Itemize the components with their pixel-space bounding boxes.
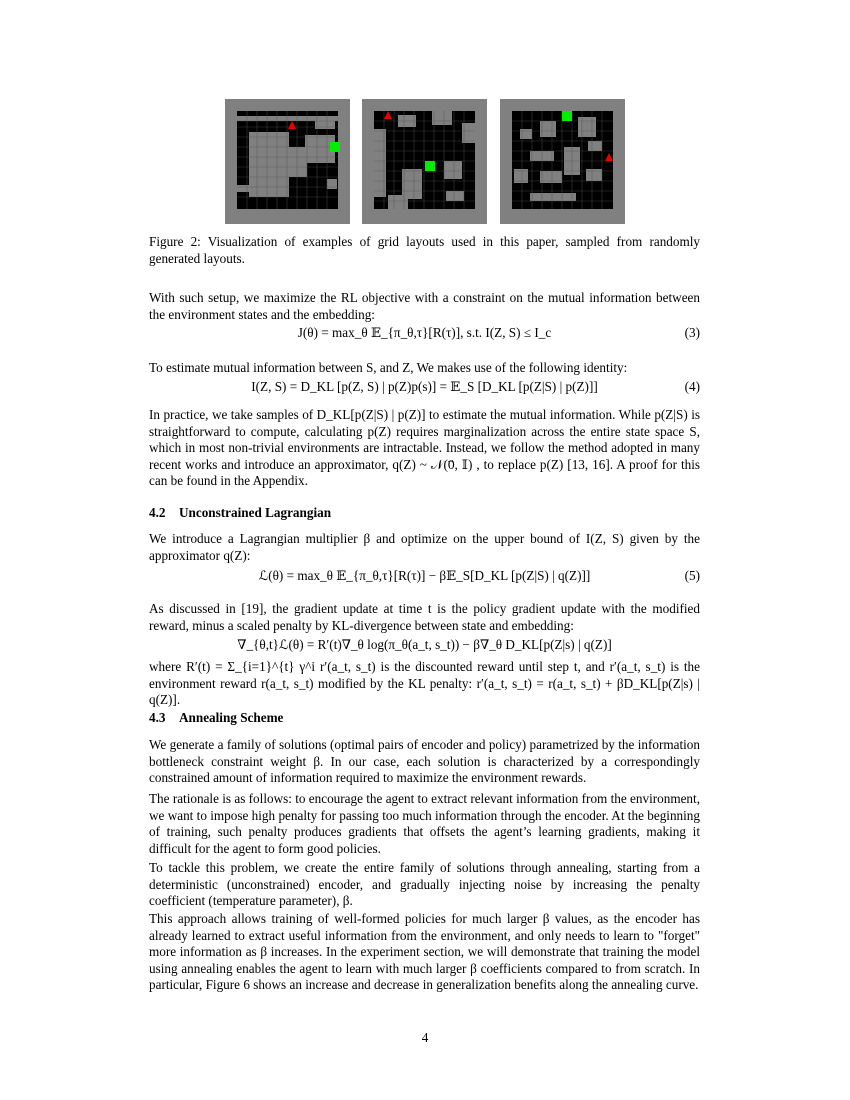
goal-square-1 (330, 142, 340, 152)
equation-gradient-body: ∇_{θ,t}ℒ(θ) = R′(t)∇_θ log(π_θ(a_t, s_t)) − β∇_θ D_KL[p(Z|s) | q(Z)] (237, 637, 612, 652)
equation-5-body: ℒ(θ) = max_θ 𝔼_{π_θ,τ}[R(τ)] − β𝔼_S[D_KL [p(Z|S) | q(Z)]] (258, 568, 591, 583)
grid-layout-2 (362, 99, 487, 224)
paragraph-practice: In practice, we take samples of D_KL[p(Z|S) | p(Z)] to estimate the mutual information. While p(Z|S) is straightforward to compute, calculating p(Z) requires marginalization across the entire state space S, which in most non-trivial environments are intractable. Instead, we follow the method adopted in many recent works and introduce an approximator, q(Z) ~ 𝒩(0⃗, 𝕀) , to replace p(Z) [13, 16]. A proof for this can be found in the Appendix. (149, 407, 700, 489)
paragraph-identity: To estimate mutual information between S, and Z, We makes use of the following identity: (149, 360, 628, 375)
equation-3-body: J(θ) = max_θ 𝔼_{π_θ,τ}[R(τ)], s.t. I(Z, S) ≤ I_c (297, 325, 552, 340)
grid-layout-3 (500, 99, 625, 224)
equation-4-number: (4) (684, 379, 700, 394)
paragraph-lagrangian: We introduce a Lagrangian multiplier β and optimize on the upper bound of I(Z, S) given by the approximator q(Z): (149, 531, 700, 563)
goal-square-2 (425, 161, 435, 171)
section-number: 4.2 (149, 505, 166, 520)
paragraph-tackle: To tackle this problem, we create the entire family of solutions through annealing, starting from a deterministic (unconstrained) encoder, and gradually injecting noise by increasing the penalty coefficient (temperature parameter), β. (149, 860, 700, 909)
paragraph-approach: This approach allows training of well-formed policies for much larger β values, as the encoder has already learned to extract useful information from the environment, and only needs to learn to "forget" more information as β increases. In the experiment section, we will demonstrate that training the model using annealing enables the agent to learn with much larger β coefficients compared to from scratch. In particular, Figure 6 shows an increase and decrease in generalization benefits along the annealing curve. (149, 911, 700, 993)
section-title: Annealing Scheme (179, 710, 284, 725)
equation-3-number: (3) (684, 325, 700, 340)
page-number: 4 (421, 1030, 429, 1045)
section-number: 4.3 (149, 710, 166, 725)
paragraph-family: We generate a family of solutions (optimal pairs of encoder and policy) parametrized by the information bottleneck constraint weight β. In our case, each solution is characterized by a correspondingly constrained amount of information required to maximize the environment rewards. (149, 737, 700, 786)
figure-caption: Figure 2: Visualization of examples of grid layouts used in this paper, sampled from randomly generated layouts. (149, 234, 700, 266)
section-title: Unconstrained Lagrangian (179, 505, 332, 520)
section-heading-4-2 (149, 505, 331, 521)
goal-square-3 (562, 111, 572, 121)
paragraph-rationale: The rationale is as follows: to encourage the agent to extract relevant information from the environment, we want to impose high penalty for passing too much information through the encoder. At the beginning of training, such penalty produces gradients that offsets the agent’s learning gradients, making it difficult for the agent to form good policies. (149, 791, 700, 856)
section-heading-4-3 (149, 710, 283, 726)
paragraph-setup: With such setup, we maximize the RL objective with a constraint on the mutual information between the environment states and the embedding: (149, 290, 700, 322)
equation-5-number: (5) (684, 568, 700, 583)
paragraph-where: where R′(t) = Σ_{i=1}^{t} γ^i r′(a_t, s_t) is the discounted reward until step t, and r′(a_t, s_t) is the environment reward r(a_t, s_t) modified by the KL penalty: r′(a_t, s_t) = r(a_t, s_t) + βD_KL[p(Z|s) | q(Z)]. (149, 659, 700, 708)
paragraph-gradient: As discussed in [19], the gradient update at time t is the policy gradient update with the modified reward, minus a scaled penalty by KL-divergence between state and embedding: (149, 601, 700, 633)
grid-layout-1 (225, 99, 350, 224)
equation-4-body: I(Z, S) = D_KL [p(Z, S) | p(Z)p(s)] = 𝔼_S [D_KL [p(Z|S) | p(Z)]] (251, 379, 598, 394)
